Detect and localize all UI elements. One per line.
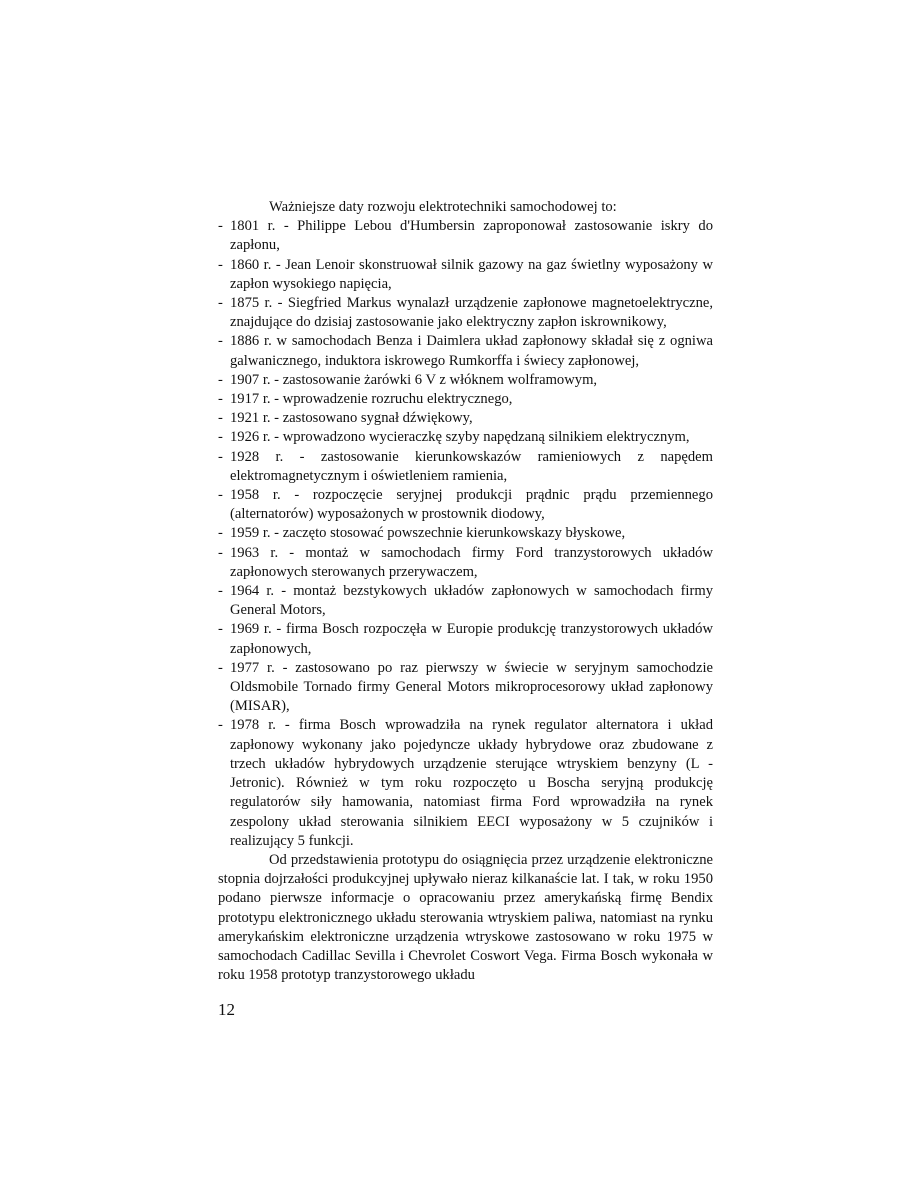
list-item: - 1921 r. - zastosowano sygnał dźwiękowy,	[218, 409, 713, 428]
list-item: - 1875 r. - Siegfried Markus wynalazł urządzenie zapłonowe magnetoelektryczne, znajdujące do dzisiaj zastosowanie jako elektryczny zapłon iskrownikowy,	[218, 294, 713, 332]
list-item: - 1959 r. - zaczęto stosować powszechnie kierunkowskazy błyskowe,	[218, 524, 713, 543]
list-item: - 1963 r. - montaż w samochodach firmy Ford tranzystorowych układów zapłonowych sterowanych przerywaczem,	[218, 544, 713, 582]
list-item: - 1928 r. - zastosowanie kierunkowskazów ramieniowych z napędem elektromagnetycznym i oświetleniem ramienia,	[218, 448, 713, 486]
intro-line: Ważniejsze daty rozwoju elektrotechniki samochodowej to:	[269, 199, 617, 215]
list-item: - 1917 r. - wprowadzenie rozruchu elektrycznego,	[218, 390, 713, 409]
list-item: - 1860 r. - Jean Lenoir skonstruował silnik gazowy na gaz świetlny wyposażony w zapłon wysokiego napięcia,	[218, 256, 713, 294]
page-content	[218, 198, 713, 985]
list-item: - 1801 r. - Philippe Lebou d'Humbersin zaproponował zastosowanie iskry do zapłonu,	[218, 217, 713, 255]
dates-list	[218, 217, 713, 851]
page-number: 12	[218, 1000, 235, 1019]
body-paragraph: Od przedstawienia prototypu do osiągnięcia przez urządzenie elektroniczne stopnia dojrzałości produkcyjnej upływało nieraz kilkanaście lat. I tak, w roku 1950 podano pierwsze informacje o opracowaniu przez amerykańską firmę Bendix prototypu elektronicznego układu sterowania wtryskiem paliwa, natomiast na rynku amerykańskim elektroniczne urządzenia wtryskowe zastosowano w roku 1975 w samochodach Cadillac Sevilla i Chevrolet Coswort Vega. Firma Bosch wykonała w roku 1958 prototyp tranzystorowego układu	[218, 851, 713, 984]
list-item: - 1958 r. - rozpoczęcie seryjnej produkcji prądnic prądu przemiennego (alternatorów) wyposażonych w prostownik diodowy,	[218, 486, 713, 524]
list-item: - 1969 r. - firma Bosch rozpoczęła w Europie produkcję tranzystorowych układów zapłonowych,	[218, 620, 713, 658]
list-item: - 1886 r. w samochodach Benza i Daimlera układ zapłonowy składał się z ogniwa galwanicznego, induktora iskrowego Rumkorffa i świecy zapłonowej,	[218, 332, 713, 370]
list-item: - 1977 r. - zastosowano po raz pierwszy w świecie w seryjnym samochodzie Oldsmobile Tornado firmy General Motors mikroprocesorowy układ zapłonowy (MISAR),	[218, 659, 713, 717]
list-item: - 1978 r. - firma Bosch wprowadziła na rynek regulator alternatora i układ zapłonowy wykonany jako pojedyncze układy hybrydowe oraz zbudowane z trzech układów hybrydowych urządzenie sterujące wtryskiem benzyny (L - Jetronic). Również w tym roku rozpoczęto u Boscha seryjną produkcję regulatorów siły hamowania, natomiast firma Ford wprowadziła na rynek zespolony układ sterowania silnikiem EECI wyposażony w 5 czujników i realizujący 5 funkcji.	[218, 716, 713, 850]
list-item: - 1926 r. - wprowadzono wycieraczkę szyby napędzaną silnikiem elektrycznym,	[218, 428, 713, 447]
list-item: - 1964 r. - montaż bezstykowych układów zapłonowych w samochodach firmy General Motors,	[218, 582, 713, 620]
list-item: - 1907 r. - zastosowanie żarówki 6 V z włóknem wolframowym,	[218, 371, 713, 390]
